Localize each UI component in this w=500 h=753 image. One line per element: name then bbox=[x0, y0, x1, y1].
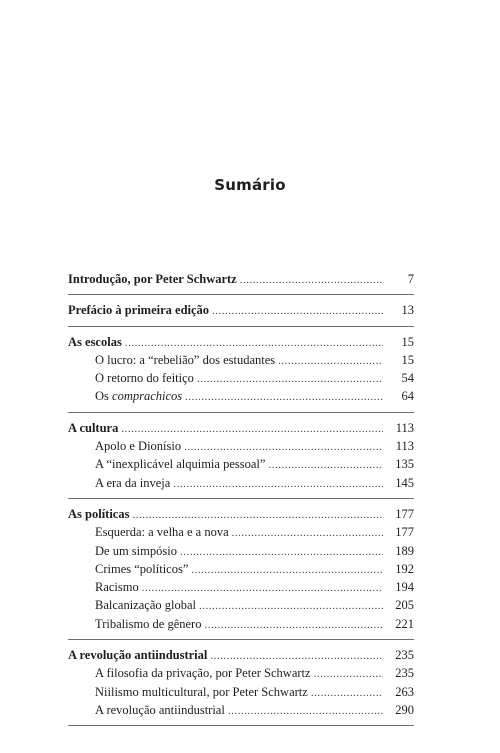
toc-page-number: 235 bbox=[395, 666, 414, 681]
toc-page-number: 64 bbox=[401, 389, 414, 404]
toc-page-number: 290 bbox=[395, 702, 414, 717]
dot-leader bbox=[268, 456, 383, 474]
toc-chapter[interactable] bbox=[68, 646, 414, 664]
toc-page-number: 15 bbox=[401, 352, 414, 367]
dot-leader bbox=[232, 524, 383, 542]
toc-entry-label: De um simpósio bbox=[95, 543, 177, 558]
dot-leader bbox=[132, 506, 383, 524]
toc-chapter[interactable] bbox=[68, 333, 414, 351]
dot-leader bbox=[184, 438, 383, 456]
toc-subentry[interactable] bbox=[68, 683, 414, 701]
toc-subentry[interactable] bbox=[68, 474, 414, 492]
dot-leader bbox=[173, 475, 383, 493]
dot-leader bbox=[204, 616, 383, 634]
toc-subentry[interactable] bbox=[68, 455, 414, 473]
dot-leader bbox=[180, 543, 383, 561]
toc-subentry[interactable] bbox=[68, 701, 414, 719]
toc-entry-label: Tribalismo de gênero bbox=[95, 616, 202, 631]
toc-entry-label: Balcanização global bbox=[95, 598, 196, 613]
toc-page-number: 189 bbox=[395, 543, 414, 558]
toc-page-number: 113 bbox=[395, 420, 414, 435]
dot-leader bbox=[185, 388, 383, 406]
toc-subentry[interactable] bbox=[68, 437, 414, 455]
toc-entry-label: O lucro: a “rebelião” dos estudantes bbox=[95, 352, 276, 367]
toc-page-number: 177 bbox=[395, 506, 414, 521]
toc-page-number: 13 bbox=[401, 303, 414, 318]
toc-subentry[interactable] bbox=[68, 615, 414, 633]
toc-page-number: 194 bbox=[395, 580, 414, 595]
toc-section bbox=[68, 498, 414, 639]
toc-entry-label: A filosofia da privação, por Peter Schwartz bbox=[95, 666, 311, 681]
toc-entry-label: Niilismo multicultural, por Peter Schwartz bbox=[95, 684, 308, 699]
toc-chapter[interactable] bbox=[68, 505, 414, 523]
dot-leader bbox=[240, 271, 383, 289]
toc-page-number: 15 bbox=[401, 334, 414, 349]
toc-page-number: 145 bbox=[395, 475, 414, 490]
toc-entry-label: Introdução, por Peter Schwartz bbox=[68, 272, 237, 286]
toc-page-number: 221 bbox=[395, 616, 414, 631]
dot-leader bbox=[142, 579, 383, 597]
toc-page-number: 135 bbox=[395, 457, 414, 472]
toc-subentry[interactable] bbox=[68, 664, 414, 682]
toc-chapter[interactable] bbox=[68, 419, 414, 437]
toc-subentry[interactable] bbox=[68, 523, 414, 541]
toc-chapter[interactable] bbox=[68, 270, 414, 288]
toc-entry-label: As escolas bbox=[68, 334, 122, 349]
toc-chapter[interactable] bbox=[68, 301, 414, 319]
dot-leader bbox=[228, 702, 383, 720]
toc-entry-label: Apolo e Dionísio bbox=[95, 439, 182, 454]
toc-section bbox=[68, 412, 414, 498]
page-title: Sumário bbox=[214, 176, 286, 194]
dot-leader bbox=[212, 302, 383, 320]
toc-section bbox=[68, 270, 414, 294]
dot-leader bbox=[311, 684, 383, 702]
toc-subentry[interactable] bbox=[68, 578, 414, 596]
toc-entry-label: Os comprachicos bbox=[95, 389, 183, 404]
toc-page-number: 113 bbox=[395, 439, 414, 454]
dot-leader bbox=[197, 370, 383, 388]
toc-subentry[interactable] bbox=[68, 369, 414, 387]
toc-entry-label: A era da inveja bbox=[95, 475, 171, 490]
toc-entry-label: As políticas bbox=[68, 506, 130, 521]
toc-page-number: 263 bbox=[395, 684, 414, 699]
dot-leader bbox=[191, 561, 383, 579]
toc-page-number: 235 bbox=[395, 648, 414, 663]
table-of-contents bbox=[68, 270, 414, 726]
toc-page-number: 177 bbox=[395, 525, 414, 540]
toc-section bbox=[68, 294, 414, 325]
toc-section bbox=[68, 639, 414, 726]
toc-page-number: 205 bbox=[395, 598, 414, 613]
toc-page-number: 7 bbox=[407, 272, 414, 286]
toc-subentry[interactable] bbox=[68, 596, 414, 614]
toc-entry-label: Prefácio à primeira edição bbox=[68, 303, 210, 318]
toc-entry-label: A revolução antiindustrial bbox=[68, 648, 208, 663]
toc-entry-label: Crimes “políticos” bbox=[95, 561, 189, 576]
dot-leader bbox=[199, 597, 383, 615]
dot-leader bbox=[278, 352, 383, 370]
dot-leader bbox=[121, 420, 383, 438]
dot-leader bbox=[210, 647, 383, 665]
dot-leader bbox=[125, 334, 383, 352]
toc-entry-label: A “inexplicável alquimia pessoal” bbox=[95, 457, 266, 472]
toc-section bbox=[68, 326, 414, 412]
toc-subentry[interactable] bbox=[68, 351, 414, 369]
toc-subentry[interactable] bbox=[68, 387, 414, 405]
toc-subentry[interactable] bbox=[68, 542, 414, 560]
toc-subentry[interactable] bbox=[68, 560, 414, 578]
toc-entry-label: Esquerda: a velha e a nova bbox=[95, 525, 229, 540]
toc-page-number: 54 bbox=[401, 371, 414, 386]
toc-entry-label: Racismo bbox=[95, 580, 139, 595]
dot-leader bbox=[314, 665, 383, 683]
toc-entry-label: O retorno do feitiço bbox=[95, 371, 194, 386]
toc-entry-label: A revolução antiindustrial bbox=[95, 702, 225, 717]
toc-entry-label: A cultura bbox=[68, 420, 119, 435]
toc-page-number: 192 bbox=[395, 561, 414, 576]
